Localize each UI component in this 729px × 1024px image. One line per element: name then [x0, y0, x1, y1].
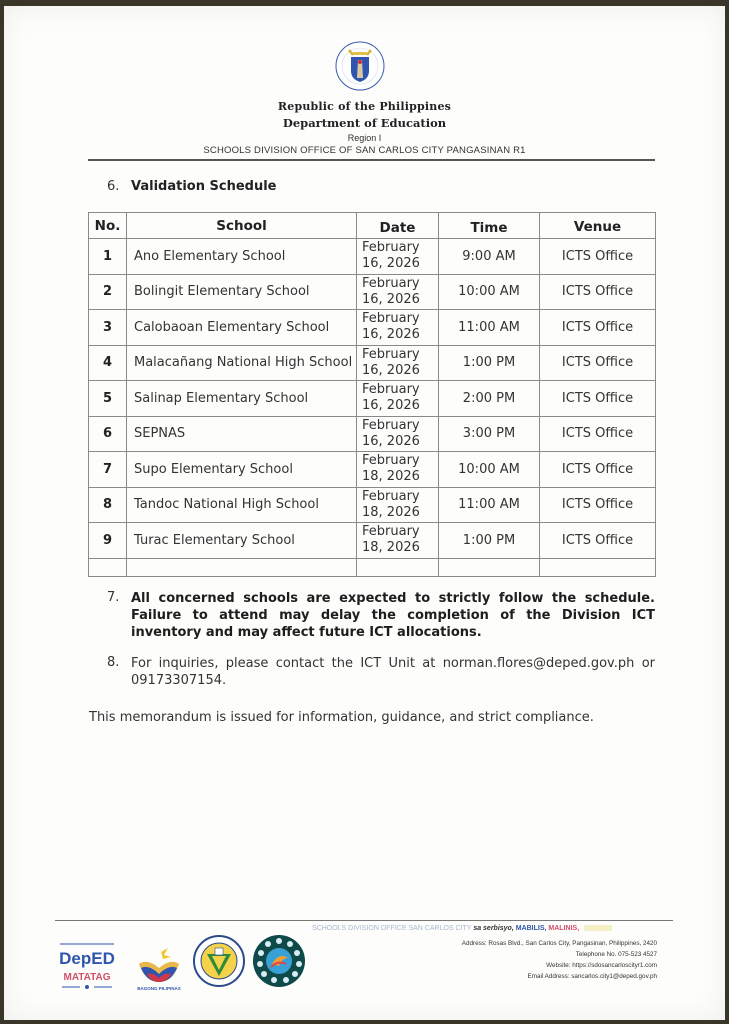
cell-empty [540, 558, 656, 576]
footer-tagline [312, 925, 612, 932]
column-header-date: Date [357, 213, 439, 239]
cell-date [357, 452, 439, 488]
table-row [89, 381, 656, 417]
cell-date-line2: 18, 2026 [362, 469, 420, 485]
footer-divider [55, 920, 673, 921]
cell-time: 11:00 AM [439, 310, 540, 346]
table-row-empty [89, 558, 656, 576]
paragraph-7-number: 7. [107, 590, 120, 605]
cell-no: 1 [89, 239, 127, 275]
table-row [89, 416, 656, 452]
cell-empty [357, 558, 439, 576]
cell-venue: ICTS Office [540, 487, 656, 523]
column-header-no: No. [89, 213, 127, 239]
table-header-row [89, 213, 656, 239]
tagline-mabilis: MABILIS, [515, 925, 547, 932]
header-office: SCHOOLS DIVISION OFFICE OF SAN CARLOS CITY PANGASINAN R1 [203, 145, 526, 156]
cell-no: 2 [89, 274, 127, 310]
cell-date [357, 345, 439, 381]
cell-date [357, 381, 439, 417]
svg-text:MATATAG: MATATAG [63, 972, 111, 983]
cell-date-line2: 18, 2026 [362, 540, 420, 556]
table-row [89, 274, 656, 310]
cell-time: 11:00 AM [439, 487, 540, 523]
cell-date-line1: February [362, 240, 420, 256]
cell-no: 6 [89, 416, 127, 452]
cell-date-line2: 16, 2026 [362, 291, 420, 307]
svg-text:DepED: DepED [59, 949, 115, 968]
cell-school: Bolingit Elementary School [127, 274, 357, 310]
cell-date-line2: 16, 2026 [362, 327, 420, 343]
cell-venue: ICTS Office [540, 345, 656, 381]
deped-matatag-logo [56, 936, 118, 992]
cell-date-line2: 16, 2026 [362, 398, 420, 414]
cell-date-line1: February [362, 311, 420, 327]
footer-website: Website: https://sdosancarloscityr1.com [546, 962, 657, 969]
cell-venue: ICTS Office [540, 310, 656, 346]
cell-date-line1: February [362, 524, 420, 540]
cell-venue: ICTS Office [540, 274, 656, 310]
table-row [89, 487, 656, 523]
cell-empty [127, 558, 357, 576]
tagline-malinis: MALINIS, [548, 925, 580, 932]
cell-school: Malacañang National High School [127, 345, 357, 381]
cell-date-line2: 16, 2026 [362, 256, 420, 272]
footer-address: Address: Rosas Blvd., San Carlos City, Pangasinan, Philippines, 2420 [461, 940, 657, 947]
cell-no: 3 [89, 310, 127, 346]
paragraph-7-text: All concerned schools are expected to strictly follow the schedule. Failure to attend may delay the completion of the Division ICT inventory and may affect future ICT allocations. [131, 591, 655, 640]
section-number: 6. [107, 179, 120, 194]
cell-empty [89, 558, 127, 576]
cell-date-line1: February [362, 417, 420, 433]
header-republic: Republic of the Philippines [277, 100, 452, 113]
validation-schedule-table [88, 212, 656, 577]
cell-time: 1:00 PM [439, 523, 540, 559]
header-divider [88, 159, 655, 161]
cell-date [357, 523, 439, 559]
cell-time: 1:00 PM [439, 345, 540, 381]
cell-date [357, 310, 439, 346]
tagline-faded-word [584, 925, 612, 931]
paragraph-8-number: 8. [107, 655, 120, 670]
cell-venue: ICTS Office [540, 523, 656, 559]
cell-date-line2: 18, 2026 [362, 504, 420, 520]
header-region: Region I [347, 133, 382, 143]
sdo-san-carlos-seal [192, 934, 246, 988]
paragraph-8-text: For inquiries, please contact the ICT Unit at norman.flores@deped.gov.ph or 09173307154. [131, 656, 655, 688]
tagline-office: SCHOOLS DIVISION OFFICE SAN CARLOS CITY [312, 925, 472, 932]
cell-date-line1: February [362, 346, 420, 362]
footer-telephone: Telephone No. 075-523 4527 [575, 951, 657, 958]
cell-date-line1: February [362, 382, 420, 398]
cell-venue: ICTS Office [540, 381, 656, 417]
cell-date [357, 274, 439, 310]
table-row [89, 239, 656, 275]
cell-date [357, 487, 439, 523]
cell-time: 10:00 AM [439, 452, 540, 488]
table-row [89, 523, 656, 559]
cell-no: 5 [89, 381, 127, 417]
cell-school: Turac Elementary School [127, 523, 357, 559]
table-row [89, 310, 656, 346]
cell-no: 7 [89, 452, 127, 488]
ict-unit-logo [252, 934, 306, 988]
cell-date-line1: February [362, 275, 420, 291]
table-row [89, 452, 656, 488]
cell-school: Calobaoan Elementary School [127, 310, 357, 346]
cell-school: SEPNAS [127, 416, 357, 452]
cell-time: 3:00 PM [439, 416, 540, 452]
cell-school: Salinap Elementary School [127, 381, 357, 417]
svg-text:BAGONG PILIPINAS: BAGONG PILIPINAS [137, 986, 181, 991]
cell-date-line1: February [362, 488, 420, 504]
cell-venue: ICTS Office [540, 239, 656, 275]
deped-seal-logo [334, 40, 386, 92]
section-title: Validation Schedule [131, 179, 277, 194]
header-department: Department of Education [282, 116, 447, 130]
cell-no: 8 [89, 487, 127, 523]
cell-no: 9 [89, 523, 127, 559]
table-row [89, 345, 656, 381]
cell-school: Supo Elementary School [127, 452, 357, 488]
cell-venue: ICTS Office [540, 416, 656, 452]
tagline-sa-serbisyo: sa serbisyo, [473, 925, 514, 932]
cell-no: 4 [89, 345, 127, 381]
cell-date [357, 416, 439, 452]
cell-date [357, 239, 439, 275]
cell-school: Tandoc National High School [127, 487, 357, 523]
bagong-pilipinas-logo [133, 938, 185, 992]
cell-school: Ano Elementary School [127, 239, 357, 275]
cell-date-line2: 16, 2026 [362, 433, 420, 449]
column-header-venue: Venue [540, 213, 656, 239]
cell-time: 9:00 AM [439, 239, 540, 275]
footer-email: Email Address: sancarlos.city1@deped.gov.ph [527, 973, 657, 980]
column-header-school: School [127, 213, 357, 239]
cell-date-line1: February [362, 453, 420, 469]
column-header-time: Time [439, 213, 540, 239]
cell-venue: ICTS Office [540, 452, 656, 488]
closing-statement: This memorandum is issued for information, guidance, and strict compliance. [89, 710, 594, 725]
cell-time: 2:00 PM [439, 381, 540, 417]
cell-time: 10:00 AM [439, 274, 540, 310]
cell-empty [439, 558, 540, 576]
cell-date-line2: 16, 2026 [362, 362, 420, 378]
